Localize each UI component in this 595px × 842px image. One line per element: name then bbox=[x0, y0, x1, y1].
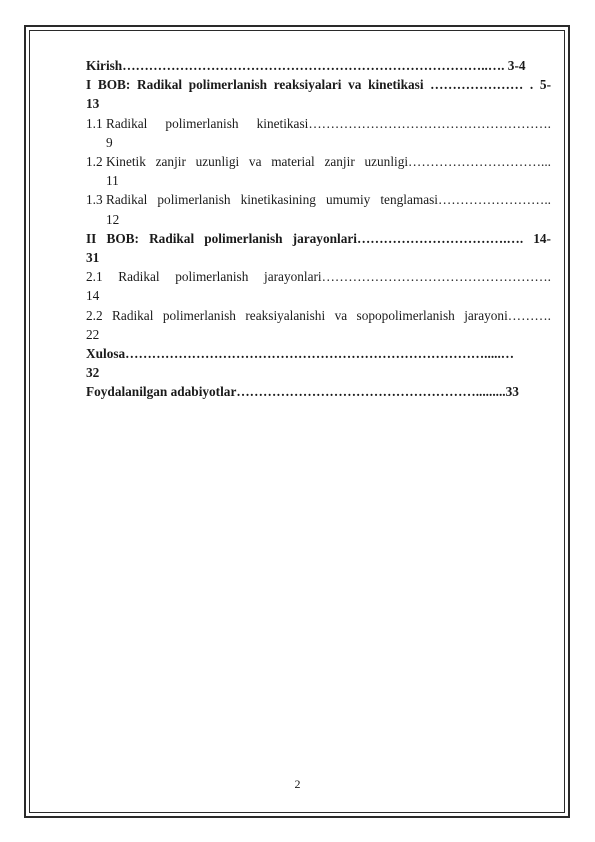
toc-section-number: 1.3 bbox=[86, 192, 103, 208]
toc-entry-section-1-3-text: Radikal polimerlanish kinetikasining umumiy tenglamasi…………………….. bbox=[106, 192, 551, 208]
toc-entry-section-1-1-page: 9 bbox=[106, 134, 113, 150]
toc-entry-xulosa[interactable] bbox=[86, 344, 551, 382]
toc-entry-section-2-2-text: 2.2 Radikal polimerlanish reaksiyalanishi va sopopolimerlanish jarayoni………. bbox=[86, 307, 551, 323]
toc-entry-section-2-2[interactable] bbox=[86, 306, 551, 344]
toc-entry-chapter-2-pages: 31 bbox=[86, 250, 100, 266]
toc-entry-section-1-2-page: 11 bbox=[106, 173, 119, 189]
toc-entry-chapter-2[interactable] bbox=[86, 229, 551, 267]
toc-entry-section-1-3-page: 12 bbox=[106, 211, 120, 227]
toc-entry-chapter-1-text: I BOB: Radikal polimerlanish reaksiyalari va kinetikasi ………………… . 5- bbox=[86, 77, 551, 93]
toc-entry-section-2-1-text: 2.1 Radikal polimerlanish jarayonlari……………………………………………. bbox=[86, 269, 551, 285]
toc-entry-kirish-text: Kirish………………………………………………………………………..…. 3-4 bbox=[86, 58, 526, 73]
table-of-contents bbox=[86, 56, 551, 402]
toc-entry-section-1-2[interactable] bbox=[86, 152, 551, 190]
toc-entry-section-1-1[interactable] bbox=[86, 114, 551, 152]
toc-entry-kirish[interactable] bbox=[86, 56, 551, 75]
toc-section-number: 1.2 bbox=[86, 154, 103, 170]
page-number: 2 bbox=[294, 777, 301, 791]
toc-entry-section-2-1[interactable] bbox=[86, 267, 551, 305]
toc-entry-section-1-1-text: Radikal polimerlanish kinetikasi………………………………………………. bbox=[106, 115, 551, 131]
toc-entry-chapter-1[interactable] bbox=[86, 75, 551, 113]
toc-section-number: 1.1 bbox=[86, 115, 103, 131]
toc-entry-chapter-2-text: II BOB: Radikal polimerlanish jarayonlari…………………………….…. 14- bbox=[86, 230, 551, 246]
toc-entry-xulosa-text: Xulosa……………………………………………………………………….....… bbox=[86, 346, 515, 362]
toc-entry-references-text: Foydalanilgan adabiyotlar……………………………………………….........33 bbox=[86, 384, 519, 400]
toc-entry-section-1-2-text: Kinetik zanjir uzunligi va material zanjir uzunligi…………………………... bbox=[106, 154, 551, 170]
toc-entry-section-2-2-page: 22 bbox=[86, 326, 100, 342]
toc-entry-section-2-1-page: 14 bbox=[86, 288, 100, 304]
toc-entry-xulosa-page: 32 bbox=[86, 365, 100, 381]
toc-entry-chapter-1-pages: 13 bbox=[86, 96, 100, 112]
toc-entry-section-1-3[interactable] bbox=[86, 190, 551, 228]
toc-entry-references[interactable] bbox=[86, 382, 551, 401]
